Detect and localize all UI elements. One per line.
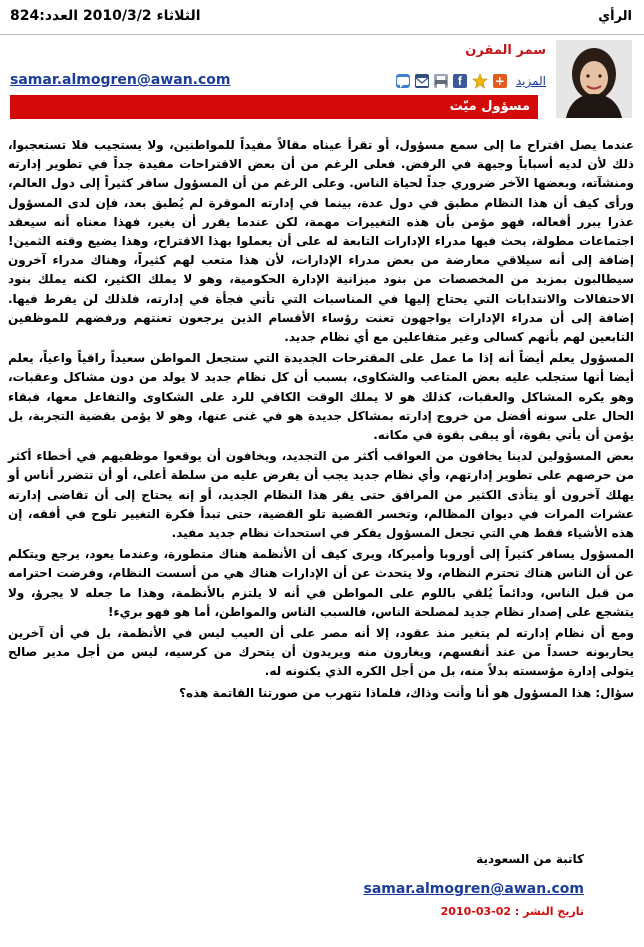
- article-title-bar: [10, 95, 538, 119]
- publish-date-label: تاريخ النشر :: [514, 905, 584, 918]
- author-photo: [556, 40, 632, 118]
- article-body: [8, 136, 634, 705]
- print-icon[interactable]: [434, 74, 448, 88]
- favorite-star-icon[interactable]: [472, 73, 488, 89]
- article-paragraph: عندما يصل اقتراح ما إلى سمع مسؤول، أو تقرأ عيناه مقالاً مفيداً للمواطنين، ولا يستجيب فلا تستعجبوا، ذلك لأن لديه أسباباً وجيهة في الرفض. فعلى الرغم من أن بعض الاقتراحات مفيدة جداً في تطوير إدارته ومنشآته، وبعضها الآخر ضروري جداً لحياة الناس. وعلى الرغم من أن المسؤول سافر كثيراً إلى دول العالم، ورأى كيف أن هذا النظام مطبق في دول عدة، بينما في إدارته الموقرة لم يُطبق بعد، فإن لدى المسؤول عذرا يبرر أفعاله، فهو مؤمن بأن هذه التغييرات مهمة، لكن عندما يقرر أن يغير، فهذا معناه أنه سيعقد اجتماعات مطولة، بحث فيها مدراء الإدارات التابعة له على أن يعملوا بهذا الاقتراح، وهذا يضيع وقته الثمين! إضافة إلى أنه سيلاقي معارضة من بعض مدراء الإدارات، لأن هذا متعب لهم كثيراً، وهناك مدراء آخرون سيطالبون بمزيد من المخصصات من بنود ميزانية الإدارة الحكومية، وهو لا يملك الكثير، لكنه يملك بنود الاحتفالات والانتدابات التي يحتاج إليها في المناسبات التي تأتي فجأة في إدارته، فلذلك لن يفرط فيها. إضافة إلى أن مدراء الإدارات يواجهون تعنت رؤساء الأقسام الذين يرجعون تعنتهم ورفضهم للموظفين التابعين لهم بأنهم كسالى وغير متفاعلين مع أي نظام جديد.: [8, 138, 634, 345]
- footer-email-link[interactable]: samar.almogren@awan.com: [363, 881, 584, 897]
- author-signature: كاتبة من السعودية: [476, 852, 584, 866]
- publish-date: [441, 905, 584, 918]
- publish-date-value: 02-03-2010: [440, 905, 512, 918]
- article-title: مسؤول ميّت: [449, 99, 530, 114]
- facebook-icon[interactable]: f: [453, 74, 467, 88]
- article-paragraph: المسؤول يسافر كثيراً إلى أوروبا وأميركا، ويرى كيف أن الأنظمة هناك متطورة، وعندما يعود، يرجع ويتكلم عن أن الناس هناك تحترم النظام، ولا يتحدث عن أن الإدارات هناك هي من أسست النظام، وفرضت احترامه من قبل الناس، ودائماً يُلقي باللوم على المواطن في أنه لا يلتزم بالأنظمة، وهذا ما جعله لا يجرؤ، ولا يتشجع على إصدار نظام جديد لمصلحة الناس، فالسبب الناس والمواطن، أما هو فهو بريء!: [8, 547, 634, 619]
- article-paragraph: ومع أن نظام إدارته لم يتغير منذ عقود، إلا أنه مصر على أن العيب ليس في الأنظمة، بل في أن آخرين يحاربونه حسداً من عند أنفسهم، ويغارون منه ويريدون أن يتحرك من كرسيه، ليس من أجل مدير صالح يتولى إدارة مؤسسته بدلاً منه، بل من أجل الكره الذي يكنونه له.: [8, 626, 634, 679]
- share-toolbar: [396, 72, 546, 90]
- author-email-link[interactable]: samar.almogren@awan.com: [10, 72, 231, 88]
- article-paragraph: سؤال: هذا المسؤول هو أنا وأنت وذاك، فلماذا نتهرب من صورتنا القاتمة هذه؟: [179, 685, 634, 700]
- page-header: [0, 0, 644, 35]
- article-paragraph: بعض المسؤولين لدينا يخافون من العواقب أكثر من التجديد، ويخافون أن يوقعوا موظفيهم في أخطاء أكثر من حرصهم على تطوير إدارتهم، وأي نظام جديد يجب أن يفرض عليه من سلطة أعلى، أو أن تتضرر أناس أو يهلك آخرون أو يتأذى الكثير من المرافق حتى يقر هذا النظام الجديد، أو إنه يحتاج إلى أن تقاضى إدارته عشرات المرات في ديوان المظالم، وتخسر القضية تلو القضية، حتى تبدأ فكرة التغيير تلوح في أفقه، إن هذه الأشياء فقط هي التي تجعل المسؤول يفكر في استحداث نظام جديد مفيد.: [8, 449, 634, 541]
- issue-info: الثلاثاء 2010/3/2 العدد:824: [10, 8, 201, 24]
- email-icon[interactable]: [415, 74, 429, 88]
- add-share-icon[interactable]: +: [494, 74, 505, 88]
- more-link[interactable]: المزيد: [515, 74, 546, 88]
- section-name: الرأي: [598, 9, 632, 24]
- author-name[interactable]: سمر المقرن: [465, 43, 546, 58]
- article-paragraph: المسؤول يعلم أيضاً أنه إذا ما عمل على المقترحات الجديدة التي ستجعل المواطن سعيداً راقياً واعياً، يعلم أيضا أنها ستجلب عليه بعض المتاعب والشكاوى، بسبب أن كل نظام جديد لا يولد من دون مشاكل وعقبات، وهو يكره المشاكل والعقبات، كذلك هو لا يملك الوقت الكافي للرد على الشكاوى والتفاعل معها، فبقاء الحال على سونه أفضل من خروج إدارته بمشاكل جديدة هو في غنى عنها، وهو لا يؤمن بقضية التجربة، بل يؤمن أن يأتي بقوة، أو يبقى بقوة في مكانه.: [8, 351, 634, 443]
- comment-icon[interactable]: [396, 74, 410, 88]
